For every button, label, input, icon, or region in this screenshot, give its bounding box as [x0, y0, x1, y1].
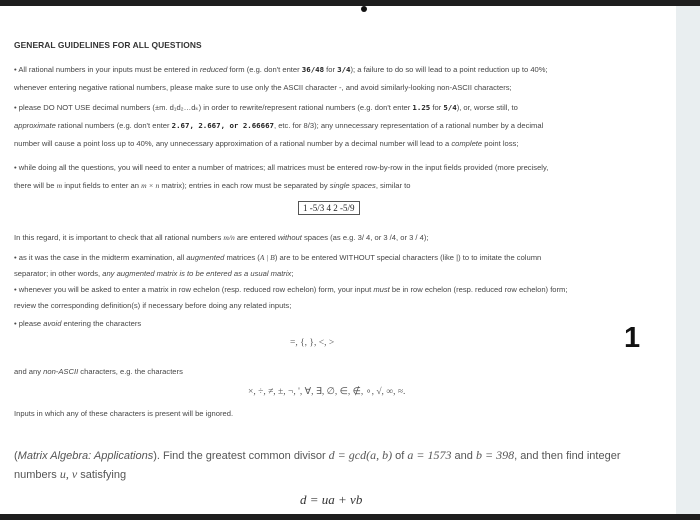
- guideline-3-line-1: • while doing all the questions, you will need to enter a number of matrices; all matrices must be entered row-by-row in the input fields provided (more precisely,: [14, 163, 549, 172]
- text-em: without: [277, 233, 302, 242]
- text: ;: [291, 269, 294, 278]
- code: 1.25: [412, 103, 431, 112]
- math: b = 398: [475, 448, 515, 462]
- text-em: non-ASCII: [43, 367, 79, 376]
- text: matrices (: [224, 253, 260, 262]
- code: 5/4: [443, 103, 457, 112]
- math: d = gcd(a, b): [328, 448, 393, 462]
- bottom-bar: [0, 514, 700, 520]
- guideline-1-line-2: whenever entering negative rational numbers, please make sure to use only the ASCII character -, and avoid similarly-looking non-ASCII characters;: [14, 83, 512, 92]
- example-input-box: 1 -5/3 4 2 -5/9: [298, 201, 360, 215]
- guideline-9: Inputs in which any of these characters is present will be ignored.: [14, 409, 234, 418]
- text: satisfying: [77, 469, 127, 481]
- text: there will be: [14, 181, 57, 190]
- text-em: avoid: [43, 319, 62, 328]
- text-em: any augmented matrix is to be entered as a usual matrix: [102, 269, 292, 278]
- math: u, v: [59, 467, 78, 481]
- question-text: [14, 446, 621, 484]
- guideline-2-line-3: [14, 134, 518, 154]
- text: point loss;: [482, 139, 519, 148]
- text: spaces (as e.g. 3/ 4, or 3 /4, or 3 / 4);: [301, 233, 429, 242]
- text: entering the characters: [61, 319, 142, 328]
- math: m/n: [223, 233, 235, 242]
- guideline-7: [14, 314, 141, 334]
- question-line-1: [14, 446, 621, 465]
- text: matrix); entries in each row must be separated by: [159, 181, 330, 190]
- text: • whenever you will be asked to enter a matrix in row echelon (resp. reduced row echelon) form, your input: [14, 285, 374, 294]
- text: ). Find the greatest common divisor: [153, 450, 329, 462]
- text: for: [430, 103, 444, 112]
- code: 36/48: [301, 65, 325, 74]
- forbidden-non-ascii-chars: ×, ÷, ≠, ±, ¬, ', ∀, ∃, ∅, ∈, ∉, ∘, √, ∞, ≈.: [248, 387, 406, 397]
- text: numbers: [14, 469, 60, 481]
- math: a = 1573: [407, 448, 452, 462]
- text: ) are to be entered WITHOUT special characters (like |) to to imitate the column: [274, 253, 542, 262]
- text: be in row echelon (resp. reduced row echelon) form;: [389, 285, 568, 294]
- math: m × n: [141, 181, 160, 190]
- text: , similar to: [375, 181, 411, 190]
- text: • please DO NOT USE decimal numbers (±m. d₁d₂…dₖ) in order to rewrite/represent rational numbers (e.g. don't enter: [14, 103, 413, 112]
- code: 2.67, 2.667, or 2.66667: [171, 121, 274, 130]
- text: rational numbers (e.g. don't enter: [55, 121, 172, 130]
- text: , and then find integer: [514, 450, 621, 462]
- text-em: single spaces: [329, 181, 376, 190]
- text: for: [324, 65, 338, 74]
- text: separator; in other words,: [14, 269, 103, 278]
- text-em: reduced: [199, 65, 228, 74]
- text: input fields to enter an: [62, 181, 142, 190]
- text: • please: [14, 319, 44, 328]
- text: and: [451, 450, 476, 462]
- camera-dot: [361, 6, 367, 12]
- text: • as it was the case in the midterm examination, all: [14, 253, 187, 262]
- guideline-2-line-1: [14, 98, 518, 118]
- text: and any: [14, 367, 44, 376]
- forbidden-ascii-chars: =, {, }, <, >: [290, 338, 335, 348]
- guideline-8: [14, 362, 183, 382]
- guideline-2-line-2: [14, 116, 543, 136]
- text: , etc. for 8/3); any unnecessary representation of a rational number by a decimal: [273, 121, 544, 130]
- text: ); a failure to do so will lead to a point reduction up to 40%;: [350, 65, 548, 74]
- text-em: augmented: [186, 253, 225, 262]
- text: characters, e.g. the characters: [78, 367, 183, 376]
- guideline-1-line-1: [14, 60, 548, 80]
- right-sidebar: [676, 6, 700, 516]
- guideline-6-line-2: review the corresponding definition(s) if necessary before doing any related inputs;: [14, 301, 292, 310]
- code: 3/4: [337, 65, 351, 74]
- guidelines-heading: GENERAL GUIDELINES FOR ALL QUESTIONS: [14, 40, 202, 50]
- guideline-3-line-2: [14, 176, 410, 196]
- question-line-2: [14, 465, 621, 484]
- guideline-4: [14, 228, 429, 248]
- formula: d = ua + vb: [300, 492, 363, 507]
- text: In this regard, it is important to check that all rational numbers: [14, 233, 224, 242]
- text: number will cause a point loss up to 40%, any unnecessary approximation of a rational number by a decimal number will lead to a: [14, 139, 452, 148]
- question-number: 1: [624, 322, 641, 354]
- text: are entered: [234, 233, 278, 242]
- text: (: [14, 450, 18, 462]
- top-bar: [0, 0, 700, 6]
- text: ), or, worse still, to: [456, 103, 518, 112]
- text: of: [392, 450, 408, 462]
- text: • All rational numbers in your inputs must be entered in: [14, 65, 200, 74]
- text-em: must: [373, 285, 390, 294]
- math: A | B: [259, 253, 275, 262]
- text-em: complete: [451, 139, 483, 148]
- math: m: [56, 181, 63, 190]
- text: form (e.g. don't enter: [227, 65, 302, 74]
- text-em: Matrix Algebra: Applications: [17, 450, 154, 462]
- text-em: approximate: [14, 121, 56, 130]
